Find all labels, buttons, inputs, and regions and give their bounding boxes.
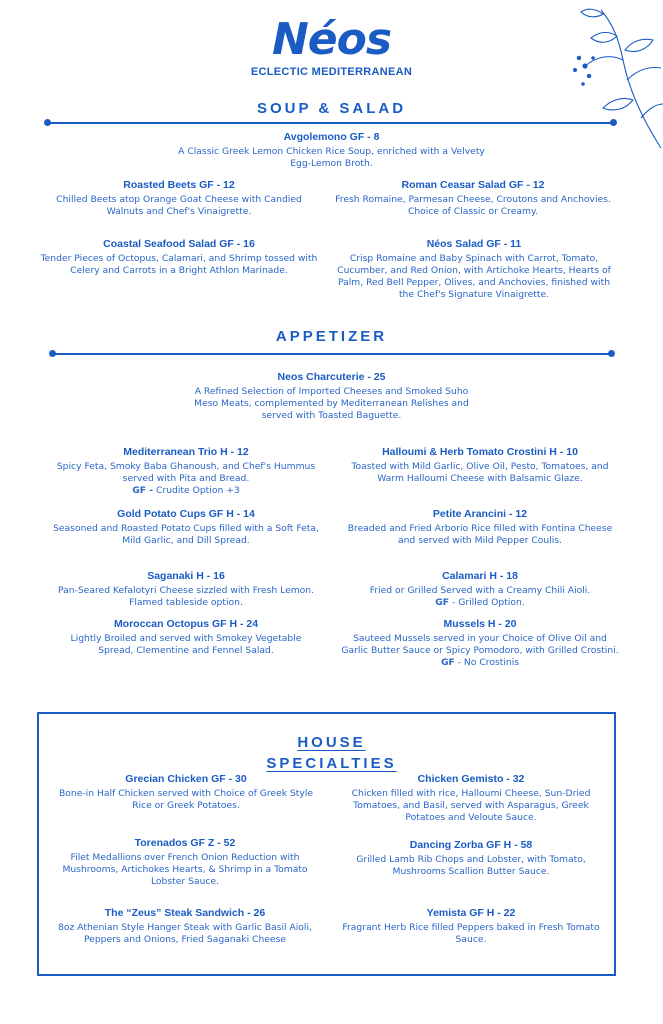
menu-item — [46, 507, 326, 547]
section-title-appetizer: APPETIZER — [275, 328, 388, 345]
rule-dot-right — [608, 350, 615, 357]
item-desc: Filet Medallions over French Onion Reduction with Mushrooms, Artichokes Hearts, & Shrimp in a Tomato Lobster Sauce. — [62, 852, 308, 887]
item-desc: 8oz Athenian Style Hanger Steak with Garlic Basil Aioli, Peppers and Onions, Fried Saganaki Cheese — [58, 922, 312, 945]
gf-note: - Grilled Option. — [449, 597, 525, 608]
item-name: Chicken Gemisto - 32 — [417, 773, 525, 785]
section-title-soup-salad: SOUP & SALAD — [256, 100, 407, 117]
rule-dot-right — [610, 119, 617, 126]
item-desc: Bone-in Half Chicken served with Choice of Greek Style Rice or Greek Potatoes. — [58, 788, 314, 811]
item-name: Petite Arancini - 12 — [432, 508, 528, 520]
item-name: Roman Ceasar Salad GF - 12 — [401, 179, 545, 191]
item-name: Dancing Zorba GF H - 58 — [409, 839, 533, 851]
item-desc — [340, 585, 620, 609]
item-name: Moroccan Octopus GF H - 24 — [113, 618, 259, 630]
item-desc: A Refined Selection of Imported Cheeses and Smoked Suho Meso Meats, complemented by Mediterranean Relishes and served with Toasted Baguette. — [194, 386, 469, 421]
menu-item-featured — [176, 130, 487, 170]
item-name: Roasted Beets GF - 12 — [123, 179, 235, 191]
item-name: Avgolemono GF - 8 — [283, 131, 380, 143]
item-name: Mussels H - 20 — [443, 618, 517, 630]
brand-logo: Néos — [271, 14, 392, 65]
item-desc: Grilled Lamb Rib Chops and Lobster, with Tomato, Mushrooms Scallion Butter Sauce. — [356, 854, 586, 877]
menu-item — [44, 836, 326, 888]
item-desc: Breaded and Fried Arborio Rice filled with Fontina Cheese and served with Mild Pepper Coulis. — [347, 523, 613, 546]
gf-label: GF — [435, 597, 450, 608]
item-name: Néos Salad GF - 11 — [426, 238, 522, 250]
item-desc: Fragrant Herb Rice filled Peppers baked in Fresh Tomato Sauce. — [342, 922, 600, 945]
item-name: Saganaki H - 16 — [147, 570, 225, 582]
item-name: Mediterranean Trio H - 12 — [123, 446, 249, 458]
gf-note: Crudite Option +3 — [153, 485, 240, 496]
menu-item — [340, 569, 620, 609]
menu-item — [334, 906, 608, 946]
item-name: Yemista GF H - 22 — [426, 907, 516, 919]
item-desc-text: Fried or Grilled Served with a Creamy Chili Aioli. — [369, 585, 591, 596]
item-desc: Tender Pieces of Octopus, Calamari, and Shrimp tossed with Celery and Carrots in a Bright Athlon Marinade. — [40, 253, 318, 276]
brand-tagline: ECLECTIC MEDITERRANEAN — [250, 66, 413, 78]
menu-item — [52, 617, 320, 657]
item-desc: Toasted with Mild Garlic, Olive Oil, Pesto, Tomatoes, and Warm Halloumi Cheese with Balsamic Glaze. — [351, 461, 609, 484]
item-name: The “Zeus” Steak Sandwich - 26 — [104, 907, 266, 919]
item-name: Calamari H - 18 — [442, 570, 518, 582]
item-desc: Pan-Seared Kefalotyri Cheese sizzled with Fresh Lemon. Flamed tableside option. — [57, 585, 315, 608]
item-desc: Crisp Romaine and Baby Spinach with Carrot, Tomato, Cucumber, and Red Onion, with Artichoke Hearts, Hearts of Palm, Red Bell Pepper, Olives, and Anchovies, finished with the Chef's Signature Vinaigrette. — [337, 253, 611, 300]
menu-item — [340, 445, 620, 485]
gf-note: - No Crostinis — [454, 657, 520, 668]
menu-item-featured — [186, 370, 477, 422]
item-desc: Lightly Broiled and served with Smokey Vegetable Spread, Clementine and Fennel Salad. — [70, 633, 302, 656]
item-desc — [52, 461, 320, 497]
menu-item — [40, 237, 318, 277]
section-divider — [53, 353, 611, 355]
menu-item — [40, 178, 318, 218]
item-desc: Chicken filled with rice, Halloumi Cheese, Sun-Dried Tomatoes, and Basil, served with Asparagus, Greek Potatoes and Veloute Sauce. — [351, 788, 591, 823]
item-desc-text: Spicy Feta, Smoky Baba Ghanoush, and Chef's Hummus served with Pita and Bread. — [56, 461, 316, 484]
gf-label: GF - — [132, 485, 154, 496]
gf-label: GF — [440, 657, 455, 668]
item-name: Torenados GF Z - 52 — [134, 837, 236, 849]
menu-item — [340, 617, 620, 669]
item-name: Halloumi & Herb Tomato Crostini H - 10 — [382, 446, 578, 458]
section-title-house: HOUSE — [297, 734, 366, 751]
item-name: Neos Charcuterie - 25 — [277, 371, 386, 383]
item-name: Gold Potato Cups GF H - 14 — [117, 508, 255, 520]
item-name: Coastal Seafood Salad GF - 16 — [103, 238, 255, 250]
section-title-specialties: SPECIALTIES — [266, 755, 397, 772]
item-desc-text: Sauteed Mussels served in your Choice of Olive Oil and Garlic Butter Sauce or Spicy Pomodoro, with Grilled Crostini. — [341, 633, 619, 656]
menu-item — [334, 772, 608, 824]
item-name: Grecian Chicken GF - 30 — [125, 773, 247, 785]
item-desc: Chilled Beets atop Orange Goat Cheese with Candied Walnuts and Chef's Vinaigrette. — [56, 194, 302, 217]
menu-item — [52, 445, 320, 497]
item-desc — [340, 633, 620, 669]
item-desc: Fresh Romaine, Parmesan Cheese, Croutons and Anchovies. Choice of Classic or Creamy. — [335, 194, 611, 217]
section-divider — [48, 122, 614, 124]
menu-item — [334, 178, 612, 218]
item-desc: A Classic Greek Lemon Chicken Rice Soup, enriched with a Velvety Egg-Lemon Broth. — [178, 146, 485, 169]
menu-item — [340, 507, 620, 547]
menu-item — [334, 838, 608, 878]
menu-item — [44, 906, 326, 946]
item-desc: Seasoned and Roasted Potato Cups filled with a Soft Feta, Mild Garlic, and Dill Spread. — [53, 523, 319, 546]
menu-item — [52, 569, 320, 609]
menu-item — [48, 772, 324, 812]
menu-item — [334, 237, 614, 301]
